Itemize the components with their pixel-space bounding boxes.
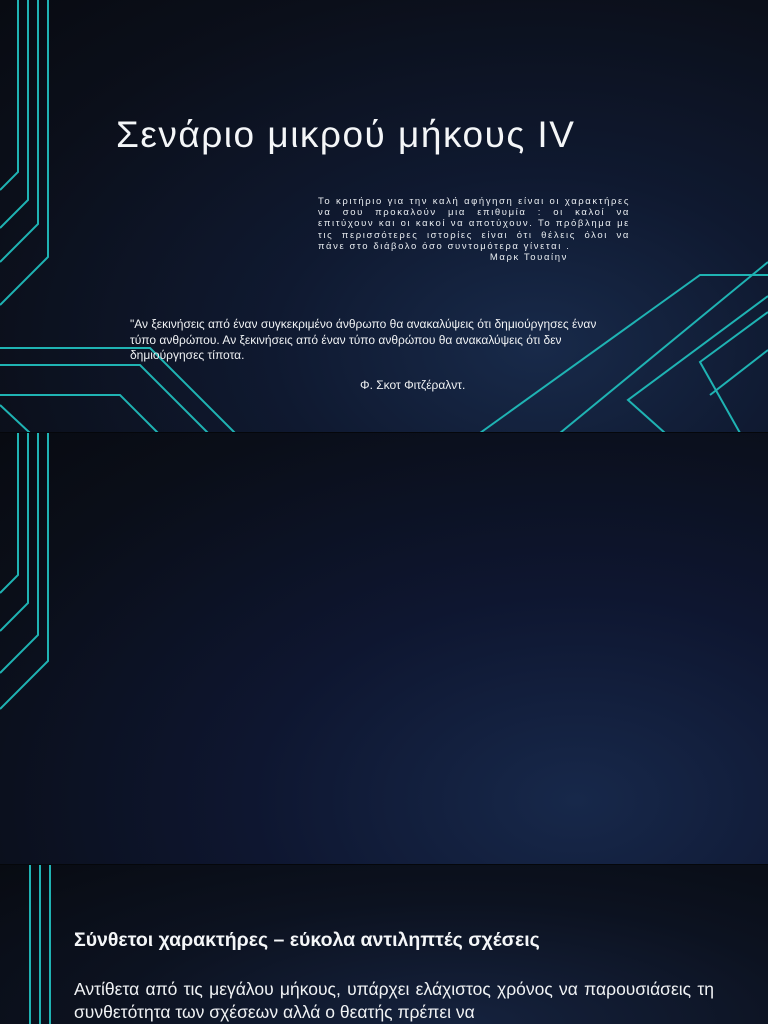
circuit-lines-decoration: [0, 433, 768, 865]
paragraph-complex-relations: Αντίθετα από τις μεγάλου μήκους, υπάρχει ελάχιστος χρόνος να παρουσιάσεις τη συνθετότητα των σχέσεων αλλά ο θεατής πρέπει να: [74, 979, 714, 1022]
epigraph-author: Μαρκ Τουαίην: [489, 252, 568, 263]
quote-text: "Αν ξεκινήσεις από έναν συγκεκριμένο άνθρωπο θα ανακαλύψεις ότι δημιούργησες έναν τύπο ανθρώπου. Αν ξεκινήσεις από έναν τύπο ανθρώπου θα ανακαλύψεις ότι δεν δημιούργησες τίποτα.: [130, 317, 597, 362]
slide-title: [0, 0, 768, 433]
page-title: Σενάριο μικρού μήκους IV: [116, 114, 576, 155]
section-heading: Σύνθετοι χαρακτήρες – εύκολα αντιληπτές σχέσεις: [74, 929, 540, 951]
quote-author: Φ. Σκοτ Φιτζέραλντ.: [360, 378, 466, 392]
epigraph-text: Το κριτήριο για την καλή αφήγηση είναι οι χαρακτήρες να σου προκαλούν μια επιθυμία : οι καλοί να επιτύχουν και οι κακοί να αποτύχουν. Το πρόβλημα με τις περισσότερες ιστορίες είναι ότι θέλεις όλοι να πάνε στο διάβολο όσο συντομότερα γίνεται .: [318, 196, 630, 252]
slide-character-importance: [0, 433, 768, 865]
